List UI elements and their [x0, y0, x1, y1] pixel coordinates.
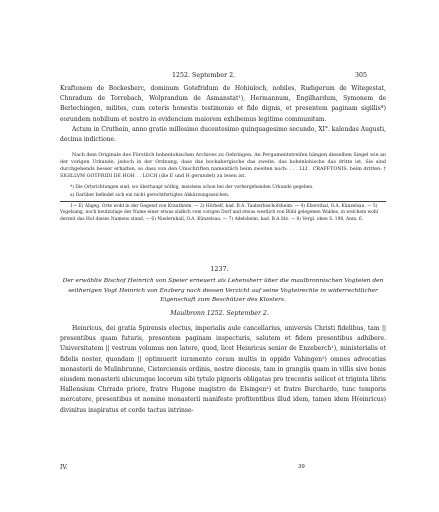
source-note-paragraph: Nach dem Originale des Fürstlich hohenlohischen Archives zu Oehringen. An Pergamentstreifen hängen dieselben Siegel wie an der vorigen Urkunde, jedoch in der Ordnung, dass das bockabergische das zweite, das hohenlohische das dritte ist. Sie sind durchgehends besser erhalten, so dass von den Umschriften namentlich beim zweiten noch: . . . LLI . CRAFFTONIS, beim dritten: † SIGILLVM GOTFRIDI DE HOH . . LOCH (die E und H gerundet) zu lesen ist.: [60, 153, 387, 179]
page-number: 305: [355, 72, 368, 79]
editorial-note-star: *) Die Ortsrichtungen sind, wo überhaupt nöthig, meistens schon bei der vorhergehenden Urkunde gegeben.: [70, 185, 314, 190]
charter-text-2: [60, 324, 386, 416]
document-summary: Der erwählte Bischof Heinrich von Speier erneuert als Lehensherr über die maulbronnischen Vogteien den seitherigen Vogt Heinrich von Enzberg nach dessen Verzicht auf seine Vogteirechte in widerrechtlicher Eigenschaft zum Beschützer des Klosters.: [62, 278, 384, 303]
charter-paragraph: Kraftonem de Bockesberc, dominum Gotefridum de Hohinloch, nobiles, Rudigerum de Witegestat, Chnradum de Torrebach, Wolprandum de Asmanstat¹), Hermannum, Engilhardum, Symonem de Berlechingen, milites, cum ceteris honestis testimonio et fide dignis, et presentem paginam sigillis*) eorundem nobilium et nostro in evidenciam maiorem exhibemus legitime communitam.: [60, 85, 386, 123]
running-header: 1252. September 2.: [172, 72, 236, 79]
source-note: [60, 152, 386, 180]
charter-paragraph-2: Heinricus, dei gratia Spirensis electus, imperialis aule cancellarius, universis Christi fidelibus, tam || presentibus quam futuris, presentem paginam inspecturis, salutem et fidem presentibus adhibere. Universitatem || vestrum volumus non latere, quod, licet Heinricus senior de Enzeberch¹), ministerialis et fidelis noster, quondam || optimuerit iuramento coram multis in oppido Vahingen²) omnes advocatias monasterii de Mulinbrunne, Cisterciensis ordinis, nostre diocesis, tam in grangiis quam in villis sive bonis eiusdem monasterii ubicumque locorum sibi tytulo pignoris obligatas pro trecentis seilicet et triginta libris Hallensium Chrrado priore, fratre Hugone magistro de Elsingen³) et fratre Burchardo, tunc temporis mercatore, presentibus et nomine monasterii manifeste profitentibus illud idem, tamen idem H(einricus) divinitus inspiratus et corde tactus intrinse-: [60, 325, 386, 414]
document-number: 1237.: [210, 265, 229, 273]
volume-signature: IV.: [60, 464, 68, 471]
sheet-signature: 39: [298, 464, 305, 470]
charter-text: [60, 84, 386, 145]
editorial-note: [60, 185, 386, 200]
charter-dating-clause: Actum in Cruthein, anno gratie millesimo ducentesimo quinquagesimo secundo, XI°. kalendas Augusti, decima indictione.: [60, 125, 386, 144]
editorial-note-a: a) Darüber befindet sich ein nicht gerechtfertigtes Abkürzungszeichen.: [70, 193, 230, 199]
footnotes: [60, 204, 386, 223]
footnote-rule: [60, 201, 386, 202]
footnote-text: 1— E) Abgeg. Orte wohl in der Gegend von Krautheim. — 2) Hörbelf, bad. B.A. Tauberbischofsheim. — 4) Ebersthal, O.A. Künzelsau. — 5) Vogelsang, noch heutzutage der Name einer etwas südlich vom vorigen Dorf und etwas westlich von Bühl gelegenen Waldes, in welchem wohl derzeit das Hof dieses Namens stand. — 6) Niedernhall, O.A. Künzelsau. — 7) Adelsheim, bad. B.A.Stz. — 8) Vergl. oben S. 198, Anm. 6.: [60, 204, 379, 222]
document-date: Maulbronn 1252. September 2.: [170, 310, 269, 317]
